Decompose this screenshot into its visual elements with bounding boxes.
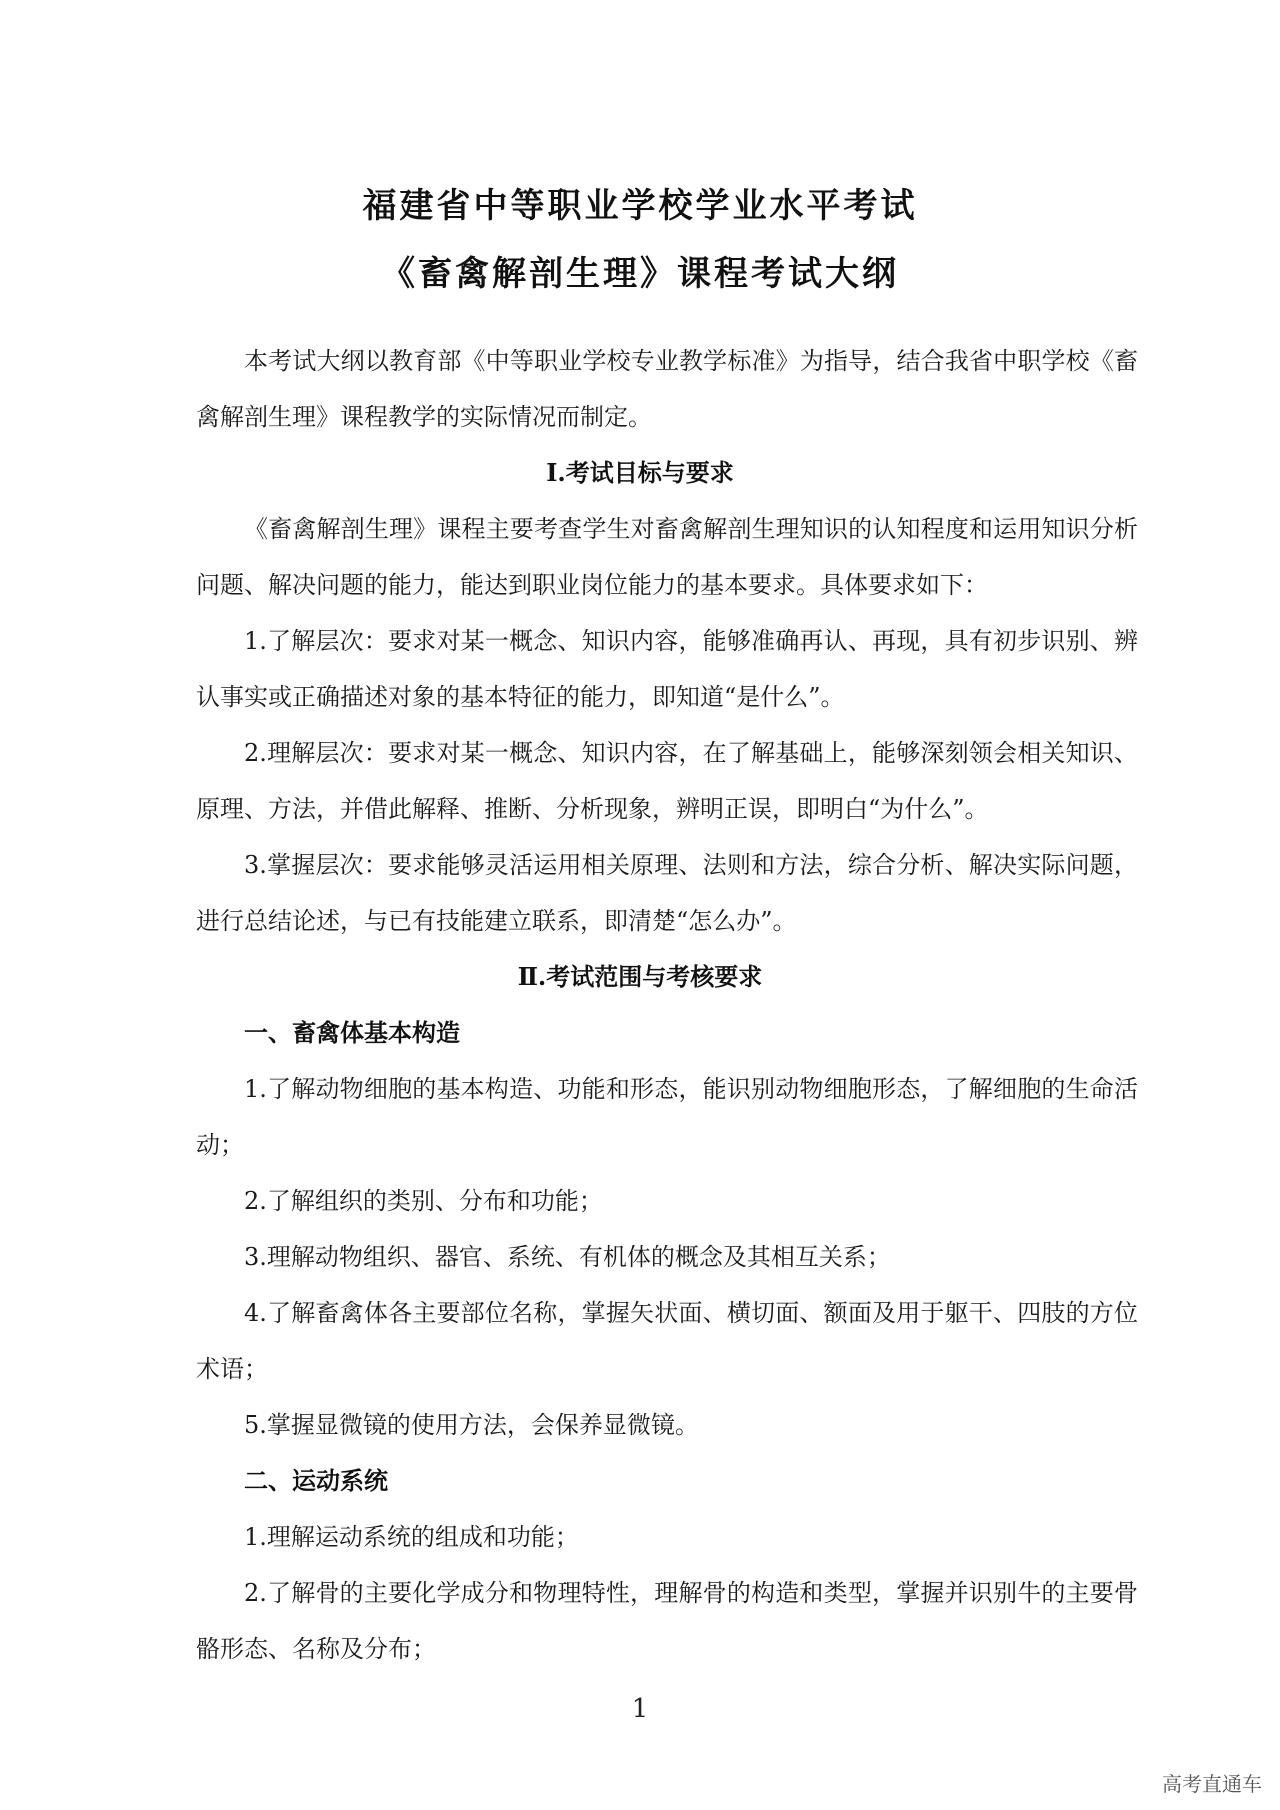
list-item: 4.了解畜禽体各主要部位名称，掌握矢状面、横切面、额面及用于躯干、四肢的方位术语； — [196, 1299, 1138, 1383]
intro-paragraph: 本考试大纲以教育部《中等职业学校专业教学标准》为指导，结合我省中职学校《畜禽解剖生理》课程教学的实际情况而制定。 — [196, 347, 1138, 431]
list-item: 1.理解运动系统的组成和功能； — [244, 1523, 579, 1551]
section2-heading: Ⅱ.考试范围与考核要求 — [517, 962, 763, 991]
watermark-text: 高考直通车 — [1162, 1772, 1262, 1796]
document-title-line2: 《畜禽解剖生理》课程考试大纲 — [381, 254, 899, 294]
section1-heading: Ⅰ.考试目标与要求 — [546, 458, 734, 487]
section1-intro: 《畜禽解剖生理》课程主要考查学生对畜禽解剖生理知识的认知程度和运用知识分析问题、解决问题的能力，能达到职业岗位能力的基本要求。具体要求如下： — [196, 515, 1138, 599]
level-item-comprehend: 2.理解层次：要求对某一概念、知识内容，在了解基础上，能够深刻领会相关知识、原理、方法，并借此解释、推断、分析现象，辨明正误，即明白“为什么”。 — [196, 739, 1138, 823]
list-item: 2.了解组织的类别、分布和功能； — [244, 1187, 603, 1215]
level-item-master: 3.掌握层次：要求能够灵活运用相关原理、法则和方法，综合分析、解决实际问题，进行总结论述，与已有技能建立联系，即清楚“怎么办”。 — [196, 851, 1138, 935]
level-item-understand: 1.了解层次：要求对某一概念、知识内容，能够准确再认、再现，具有初步识别、辨认事实或正确描述对象的基本特征的能力，即知道“是什么”。 — [196, 627, 1138, 711]
part1-heading: 一、畜禽体基本构造 — [244, 1019, 460, 1047]
part2-heading: 二、运动系统 — [244, 1467, 388, 1495]
list-item: 3.理解动物组织、器官、系统、有机体的概念及其相互关系； — [244, 1243, 891, 1271]
page-number: 1 — [631, 1694, 649, 1724]
document-title-line1: 福建省中等职业学校学业水平考试 — [362, 186, 918, 226]
list-item: 2.了解骨的主要化学成分和物理特性，理解骨的构造和类型，掌握并识别牛的主要骨骼形态、名称及分布； — [196, 1579, 1138, 1663]
list-item: 5.掌握显微镜的使用方法，会保养显微镜。 — [244, 1411, 699, 1439]
list-item: 1.了解动物细胞的基本构造、功能和形态，能识别动物细胞形态，了解细胞的生命活动； — [196, 1075, 1138, 1159]
